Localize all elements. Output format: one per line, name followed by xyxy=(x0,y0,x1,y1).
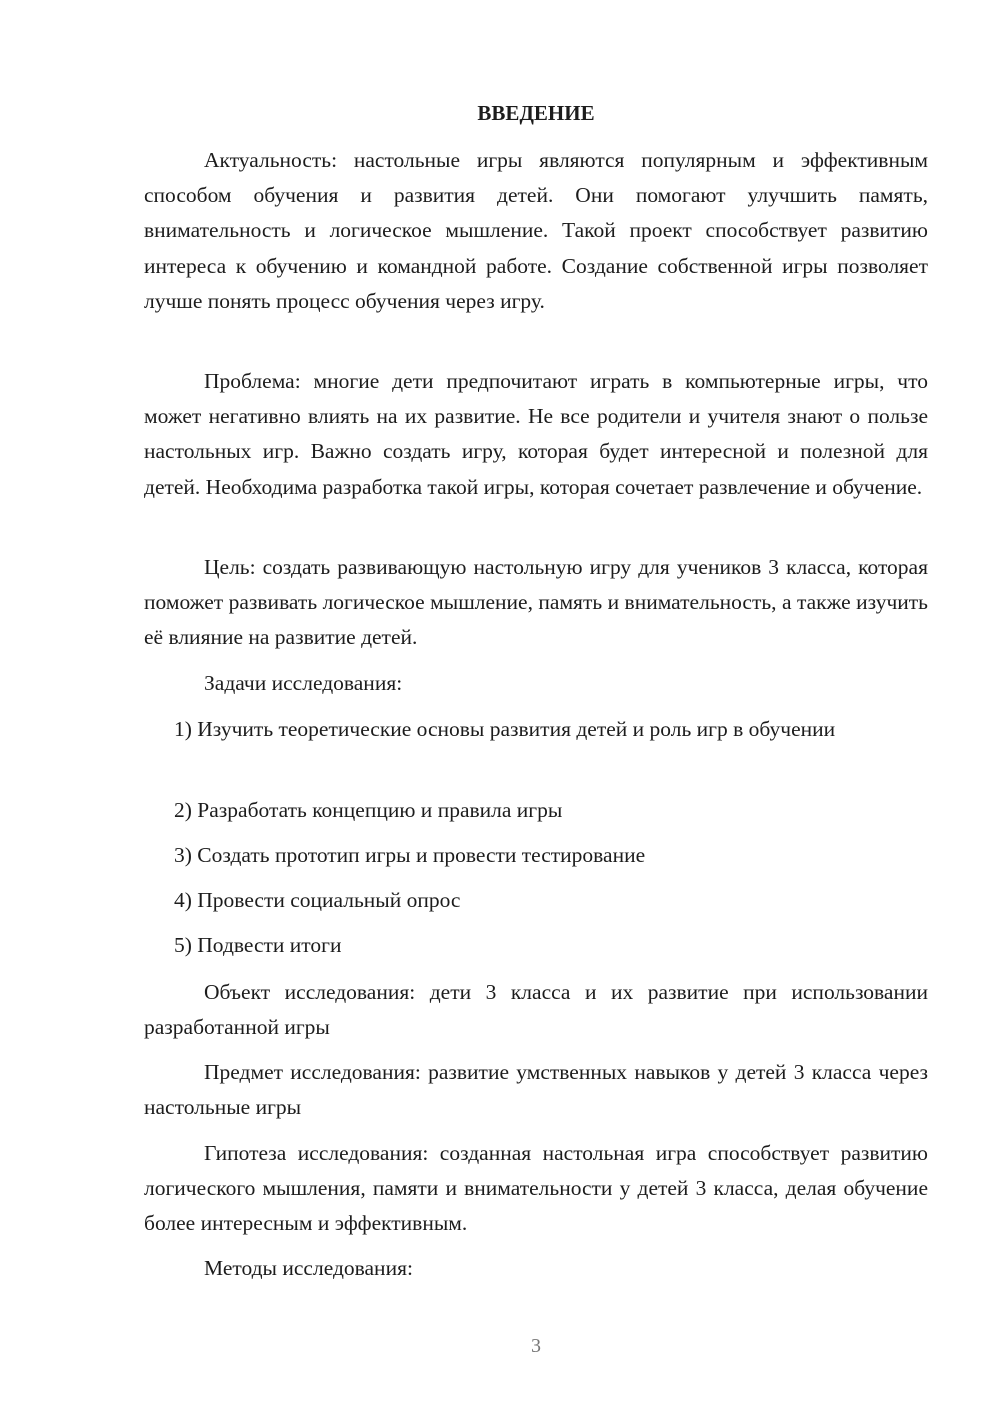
task-item-1: 1) Изучить теоретические основы развития детей и роль игр в обучении xyxy=(174,717,836,741)
subject-paragraph: Предмет исследования: развитие умственных навыков у детей 3 класса через настольные игры xyxy=(144,1060,928,1120)
object-paragraph: Объект исследования: дети 3 класса и их развитие при использовании разработанной игры xyxy=(144,980,928,1040)
hypothesis-paragraph: Гипотеза исследования: созданная настольная игра способствует развитию логического мышления, памяти и внимательности у детей 3 класса, делая обучение более интересным и эффективным. xyxy=(144,1141,928,1236)
goal-paragraph: Цель: создать развивающую настольную игру для учеников 3 класса, которая поможет развивать логическое мышление, память и внимательность, а также изучить её влияние на развитие детей. xyxy=(144,555,928,650)
methods-heading: Методы исследования: xyxy=(204,1256,413,1280)
task-item-4: 4) Провести социальный опрос xyxy=(174,888,461,912)
task-item-2: 2) Разработать концепцию и правила игры xyxy=(174,798,563,822)
task-item-3: 3) Создать прототип игры и провести тестирование xyxy=(174,843,646,867)
section-title: ВВЕДЕНИЕ xyxy=(477,101,595,125)
problem-paragraph: Проблема: многие дети предпочитают играть в компьютерные игры, что может негативно влиять на их развитие. Не все родители и учителя знают о пользе настольных игр. Важно создать игру, которая будет интересной и полезной для детей. Необходима разработка такой игры, которая сочетает развлечение и обучение. xyxy=(144,369,928,499)
relevance-paragraph: Актуальность: настольные игры являются популярным и эффективным способом обучения и развития детей. Они помогают улучшить память, внимательность и логическое мышление. Такой проект способствует развитию интереса к обучению и командной работе. Создание собственной игры позволяет лучше понять процесс обучения через игру. xyxy=(144,148,928,313)
task-item-5: 5) Подвести итоги xyxy=(174,933,342,957)
page-number: 3 xyxy=(531,1335,541,1357)
tasks-heading: Задачи исследования: xyxy=(204,671,403,695)
